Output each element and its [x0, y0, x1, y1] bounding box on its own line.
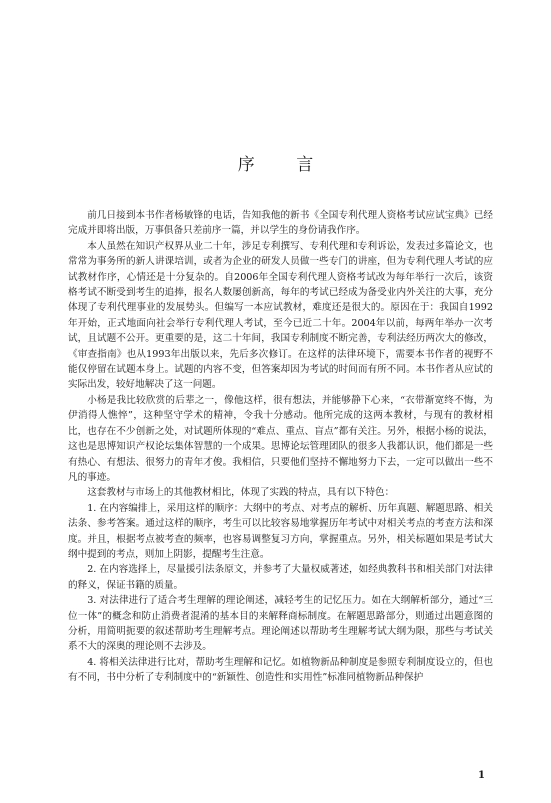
paragraph: 3. 对法律进行了适合考生理解的理论阐述，减轻考生的记忆压力。如在大纲解析部分，通过“三位一体”的概念和防止消费者混淆的基本目的来解释商标制度。在解题思路部分，则通过出题意图的分析，用简明扼要的叙述帮助考生理解考点。理论阐述以帮助考生理解考试大纲为限，那些与考试关系不大的深奥的理论则不去涉及。 [68, 595, 493, 653]
paragraph: 小杨是我比较欣赏的后辈之一，像他这样，很有想法，并能够静下心来，“衣带渐宽终不悔，为伊消得人憔悴”，这种坚守学术的精神，令我十分感动。他所完成的这两本教材，与现有的教材相比，也存在不少创新之处，对试题所体现的“难点、重点、盲点”都有关注。另外，根据小杨的说法，这也是思博知识产权论坛集体智慧的一个成果。思博论坛管理团队的很多人我都认识，他们都是一些有热心、有想法、很努力的青年才俊。我相信，只要他们坚持不懈地努力下去，一定可以做出一些不凡的事迹。 [68, 394, 493, 483]
paragraph: 2. 在内容选择上，尽量援引法条原文，并参考了大量权威著述，如经典教科书和相关部门对法律的释义，保证书籍的质量。 [68, 564, 493, 591]
paragraph: 前几日接到本书作者杨敏锋的电话，告知我他的新书《全国专利代理人资格考试应试宝典》已经完成并即将出版，万事俱备只差前序一篇，并以学生的身份请我作序。 [68, 210, 493, 237]
paragraph: 1. 在内容编排上，采用这样的顺序：大纲中的考点、对考点的解析、历年真题、解题思路、相关法条、参考答案。通过这样的顺序，考生可以比较容易地掌握历年考试中对相关考点的考查方法和深度。并且，根据考点被考查的频率，也容易调整复习方向，掌握重点。另外，相关标题如果是考试大纲中提到的考点，则加上阴影，提醒考生注意。 [68, 502, 493, 560]
paragraph: 这套教材与市场上的其他教材相比，体现了实践的特点，具有以下特色： [87, 487, 395, 499]
paragraph: 本人虽然在知识产权界从业二十年，涉足专利撰写、专利代理和专利诉讼，发表过多篇论文，也常常为事务所的新人讲课培训，或者为企业的研发人员做一些专门的讲座，但为专利代理人考试的应试教材作序，心情还是十分复杂的。自2006年全国专利代理人资格考试改为每年举行一次后，该资格考试不断受到考生的追捧，报名人数屡创新高，每年的考试已经成为备受业内外关注的大事，充分体现了专利代理事业的发展势头。但编写一本应试教材，难度还是很大的。原因在于：我国自1992年开始，正式地面向社会举行专利代理人考试，至今已近二十年。2004年以前，每两年举办一次考试，且试题不公开。更重要的是，这二十年间，我国专利制度不断完善，专利法经历两次大的修改，《审查指南》也从1993年出版以来，先后多次修订。在这样的法律环境下，需要本书作者的视野不能仅停留在试题本身上。试题的内容不变，但答案却因为考试的时间而有所不同。本书作者从应试的实际出发，较好地解决了这一问题。 [68, 240, 493, 391]
preface-body [68, 208, 493, 686]
paragraph: 4. 将相关法律进行比对，帮助考生理解和记忆。如植物新品种制度是参照专利制度设立的，但也有不同，书中分析了专利制度中的“新颖性、创造性和实用性”标准同植物新品种保护 [68, 656, 493, 684]
page-title: 序 言 [237, 155, 332, 175]
page-number: 1 [478, 770, 485, 781]
